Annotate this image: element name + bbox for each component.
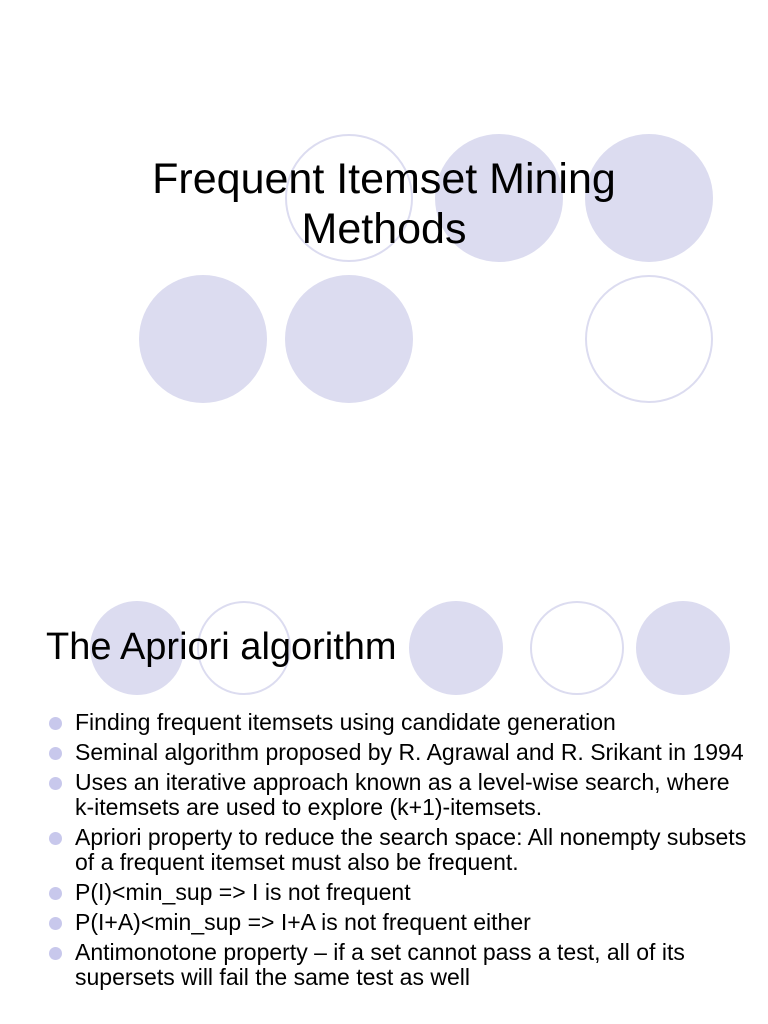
decorative-circle-filled: [409, 601, 503, 695]
bullet-list: [49, 710, 749, 995]
bullet-text: Antimonotone property – if a set cannot pass a test, all of its supersets will fail the same test as well: [75, 939, 685, 990]
bullet-text: Uses an iterative approach known as a level-wise search, where k-itemsets are used to explore (k+1)-itemsets.: [75, 769, 730, 820]
bullet-text: Finding frequent itemsets using candidate generation: [75, 709, 616, 735]
bullet-icon: [49, 917, 62, 930]
bullet-icon: [49, 832, 62, 845]
bullet-text: P(I+A)<min_sup => I+A is not frequent either: [75, 909, 531, 935]
decorative-circle-outline: [585, 275, 713, 403]
slide-title: [0, 154, 768, 254]
list-item: [49, 825, 749, 875]
list-item: [49, 910, 749, 935]
list-item: [49, 710, 749, 735]
list-item: [49, 740, 749, 765]
decorative-circle-outline: [530, 601, 624, 695]
bullet-icon: [49, 777, 62, 790]
list-item: [49, 880, 749, 905]
bullet-icon: [49, 747, 62, 760]
list-item: [49, 940, 749, 990]
bullet-text: P(I)<min_sup => I is not frequent: [75, 879, 411, 905]
slide-title-line: Frequent Itemset Mining: [152, 155, 616, 203]
content-slide: [0, 576, 768, 1024]
bullet-icon: [49, 717, 62, 730]
decorative-circle-filled: [636, 601, 730, 695]
list-item: [49, 770, 749, 820]
bullet-text: Apriori property to reduce the search space: All nonempty subsets of a frequent itemset must also be frequent.: [75, 824, 747, 875]
bullet-icon: [49, 887, 62, 900]
slide-title-line: Methods: [301, 205, 467, 253]
bullet-text: Seminal algorithm proposed by R. Agrawal and R. Srikant in 1994: [75, 739, 744, 765]
decorative-circle-filled: [285, 275, 413, 403]
bullet-icon: [49, 947, 62, 960]
decorative-circle-filled: [139, 275, 267, 403]
slide-title: The Apriori algorithm: [46, 626, 397, 668]
